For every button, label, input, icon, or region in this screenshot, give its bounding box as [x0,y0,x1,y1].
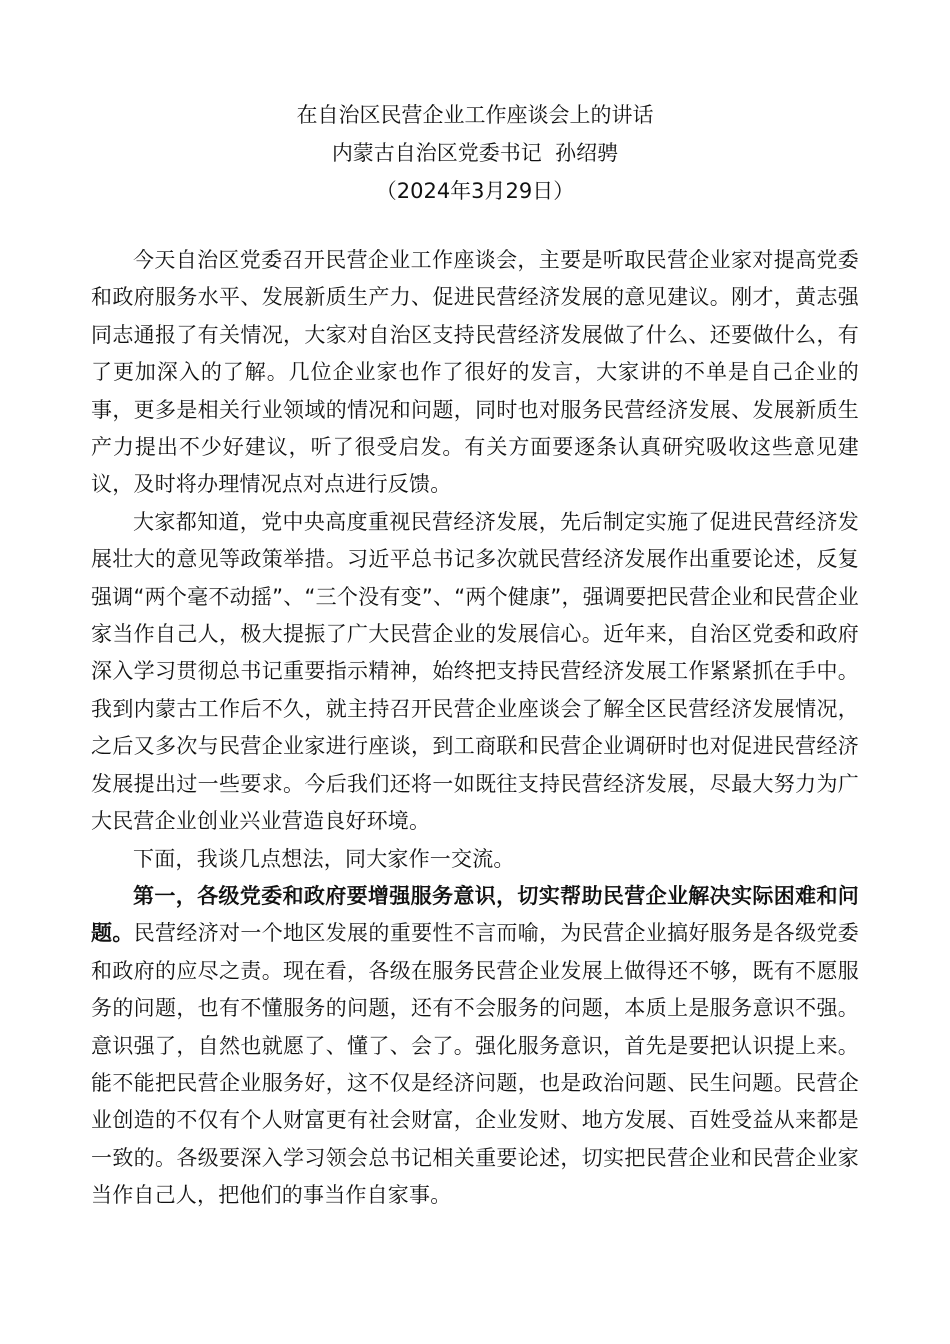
paragraph-point-one [91,878,859,1215]
point-one-heading: 第一，各级党委和政府要增强服务意识，切实帮助民营企业解决实际困难和问题。 [91,883,859,946]
document-page [91,96,859,1215]
paragraph-intro: 今天自治区党委召开民营企业工作座谈会，主要是听取民营企业家对提高党委和政府服务水平、发展新质生产力、促进民营经济发展的意见建议。刚才，黄志强同志通报了有关情况，大家对自治区支持民营经济发展做了什么、还要做什么，有了更加深入的了解。几位企业家也作了很好的发言，大家讲的不单是自己企业的事，更多是相关行业领域的情况和问题，同时也对服务民营经济发展、发展新质生产力提出不少好建议，听了很受启发。有关方面要逐条认真研究吸收这些意见建议，及时将办理情况点对点进行反馈。 [91,248,859,497]
date-line: （2024年3月29日） [375,179,575,203]
paragraph-background: 大家都知道，党中央高度重视民营经济发展，先后制定实施了促进民营经济发展壮大的意见等政策举措。习近平总书记多次就民营经济发展作出重要论述，反复强调“两个毫不动摇”、“三个没有变”、“两个健康”，强调要把民营企业和民营企业家当作自己人，极大提振了广大民营企业的发展信心。近年来，自治区党委和政府深入学习贯彻总书记重要指示精神，始终把支持民营经济发展工作紧紧抓在手中。我到内蒙古工作后不久，就主持召开民营企业座谈会了解全区民营经济发展情况，之后又多次与民营企业家进行座谈，到工商联和民营企业调研时也对促进民营经济发展提出过一些要求。今后我们还将一如既往支持民营经济发展，尽最大努力为广大民营企业创业兴业营造良好环境。 [91,509,859,834]
paragraph-transition: 下面，我谈几点想法，同大家作一交流。 [133,846,515,871]
document-header [91,96,859,210]
point-one-body: 民营经济对一个地区发展的重要性不言而喻，为民营企业搞好服务是各级党委和政府的应尽之责。现在看，各级在服务民营企业发展上做得还不够，既有不愿服务的问题，也有不懂服务的问题，还有不会服务的问题，本质上是服务意识不强。意识强了，自然也就愿了、懂了、会了。强化服务意识，首先是要把认识提上来。能不能把民营企业服务好，这不仅是经济问题，也是政治问题、民生问题。民营企业创造的不仅有个人财富更有社会财富，企业发财、地方发展、百姓受益从来都是一致的。各级要深入学习领会总书记相关重要论述，切实把民营企业和民营企业家当作自己人，把他们的事当作自家事。 [91,921,860,1208]
author-line: 内蒙古自治区党委书记 孙绍骋 [331,141,619,165]
document-title: 在自治区民营企业工作座谈会上的讲话 [296,103,654,127]
